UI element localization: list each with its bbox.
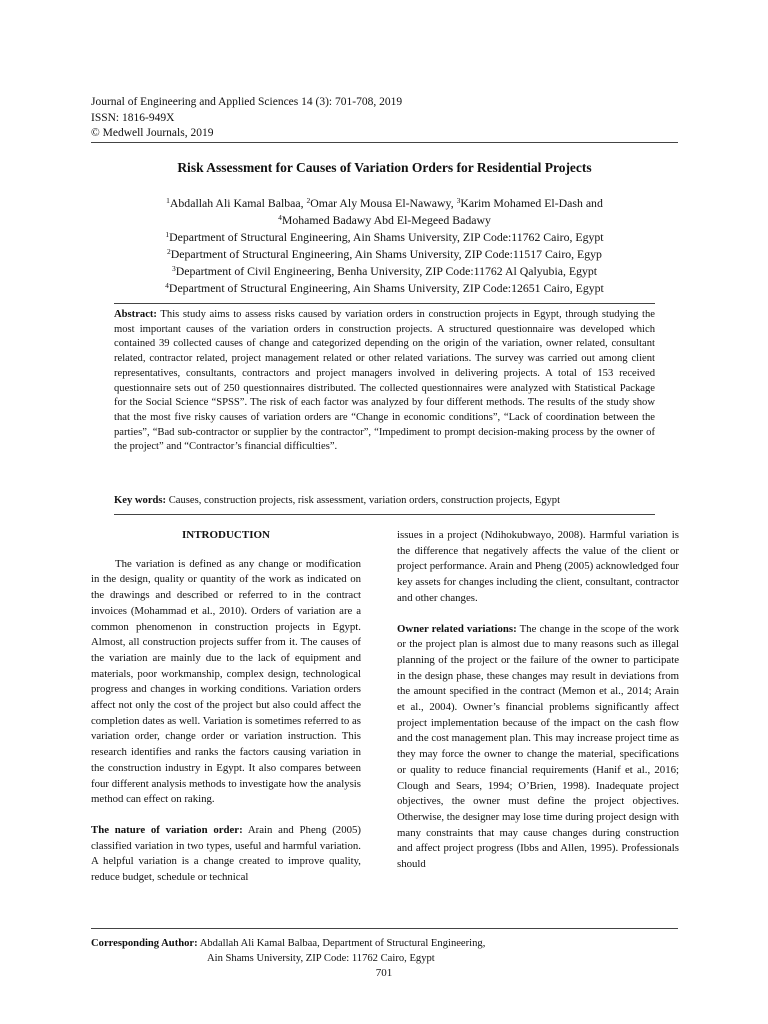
copyright: © Medwell Journals, 2019 — [91, 127, 214, 139]
affiliation-3-text: Department of Civil Engineering, Benha University, ZIP Code:11762 Al Qalyubia, Egypt — [175, 264, 598, 278]
header-divider — [91, 142, 678, 143]
right-column — [397, 528, 679, 873]
author-3-sup: 3 — [456, 196, 461, 205]
author-4-sup: 4 — [278, 213, 282, 222]
journal-header — [91, 95, 402, 142]
owner-heading: Owner related variations: — [397, 622, 517, 635]
affiliation-4-text: Department of Structural Engineering, Ain Shams University, ZIP Code:12651 Cairo, Egypt — [168, 281, 604, 295]
introduction-heading: INTRODUCTION — [181, 529, 270, 541]
corresp-line-2: Ain Shams University, ZIP Code: 11762 Cairo, Egypt — [207, 953, 435, 964]
affiliation-3 — [91, 263, 678, 280]
affiliation-1-text: Department of Structural Engineering, Ain Shams University, ZIP Code:11762 Cairo, Egypt — [169, 230, 604, 244]
page-number: 701 — [375, 967, 393, 979]
intro-paragraph: The variation is defined as any change or modification in the design, quality or quantity of the work as indicated on the drawings and described or referred to in the contract invoices (Mohammad et al., 2010). Orders of variation are a common phenomenon in construction projects in Egypt. Almost, all construction projects suffer from it. The causes of the variation are mainly due to the lack of equipment and materials, poor workmanship, complex design, technological progress and changes in working conditions. Variation orders affect not only the cost of the project but also could affect the completion dates as well. Variation is sometimes referred to as variation order, change order or variation instruction. This research identifies and ranks the factors causing variation in the construction industry in Egypt. It also compares between four different analysis methods to investigate how the analysis method can effect on raking. — [91, 557, 361, 806]
nature-heading: The nature of variation order: — [91, 823, 243, 836]
keywords-text: Causes, construction projects, risk assessment, variation orders, construction projects, Egypt — [166, 495, 561, 506]
affiliation-2 — [91, 246, 678, 263]
corresp-line-1: Abdallah Ali Kamal Balbaa, Department of Structural Engineering, — [197, 938, 486, 949]
corresponding-author — [91, 936, 485, 966]
left-column — [91, 528, 361, 886]
keywords-rule — [114, 514, 655, 515]
author-block — [91, 195, 678, 297]
author-4: Mohamed Badawy Abd El-Megeed Badawy — [281, 213, 491, 227]
author-line-1 — [91, 195, 678, 212]
author-1-sup: 1 — [166, 196, 170, 205]
issn: ISSN: 1816-949X — [91, 111, 175, 124]
affiliation-2-text: Department of Structural Engineering, Ain Shams University, ZIP Code:11517 Cairo, Egyp — [170, 247, 602, 261]
footer-divider — [91, 928, 678, 929]
author-1: Abdallah Ali Kamal Balbaa, — [169, 196, 307, 210]
abstract — [114, 308, 655, 455]
paper-title: Risk Assessment for Causes of Variation Orders for Residential Projects — [177, 160, 592, 175]
keywords — [114, 495, 655, 506]
keywords-label: Key words: — [114, 495, 167, 506]
affiliation-1-sup: 1 — [165, 230, 170, 239]
abstract-text: This study aims to assess risks caused by variation orders in construction projects in Egypt, through studying the most important causes of the variation orders in construction projects. A structured questionnaire was developed which contained 39 collected causes of change and categorized depending on the origin of the variation, owner related, consultant related, contractor related, project management related or other related variations. The survey was carried out among client representatives, consultants, contractors and project managers involved in delivering projects. A total of 153 received questionnaire sets out of 250 questionnaires distributed. The collected questionnaires were analyzed with Statistical Package for the Social Science “SPSS”. The risk of each factor was analyzed by four different methods. The results of the study show that the most five risky causes of variation orders are “Change in economic conditions”, “Lack of coordination between the parties”, “Bad sub-contractor or supplier by the contractor”, “Impediment to prompt decision-making process by the owner of the project” and “Contractor’s financial difficulties”. — [114, 309, 655, 453]
nature-paragraph — [91, 823, 361, 886]
abstract-top-rule — [114, 303, 655, 304]
affiliation-3-sup: 3 — [171, 264, 176, 273]
nature-text: Arain and Pheng (2005) classified variation in two types, useful and harmful variation. A helpful variation is a change created to improve quality, reduce budget, schedule or technical — [91, 823, 362, 884]
variation-paragraph: issues in a project (Ndihokubwayo, 2008). Harmful variation is the difference that negatively affects the value of the client or project performance. Arain and Pheng (2005) acknowledged four key assets for changes including the client, consultant, contractor and other changes. — [397, 529, 679, 604]
owner-paragraph — [397, 622, 679, 873]
owner-text: The change in the scope of the work or the project plan is almost due to many reasons such as illegal planning of the project or the failure of the owner to participate in the design phase, these changes may result in deviations from the amount specified in the contract (Memon et al., 2014; Arain et al., 2004). Owner’s financial problems significantly affect project implementation because of the impact on the cash flow and the cost management plan. This may increase project time as they may force the owner to change the material, specifications or quality to reduce financial requirements (Hanif et al., 2016; Clough and Sears, 1994; O’Brien, 1998). Inadequate project objectives, the owner must define the project objectives. Otherwise, the designer may lose time during project design with many constraints that may cause changes during construction and affect project progress (Ibbs and Allen, 1995). Professionals should — [397, 622, 679, 871]
corresp-label: Corresponding Author: — [91, 938, 198, 949]
affiliation-2-sup: 2 — [167, 247, 171, 256]
abstract-label: Abstract: — [114, 309, 157, 320]
author-3: Karim Mohamed El-Dash and — [460, 196, 603, 210]
affiliation-4 — [91, 280, 678, 297]
journal-citation: Journal of Engineering and Applied Sciences 14 (3): 701-708, 2019 — [91, 96, 403, 108]
author-2: Omar Aly Mousa El-Nawawy, — [310, 196, 457, 210]
affiliation-4-sup: 4 — [165, 281, 169, 290]
author-line-2 — [91, 212, 678, 229]
author-2-sup: 2 — [306, 196, 311, 205]
affiliation-1 — [91, 229, 678, 246]
